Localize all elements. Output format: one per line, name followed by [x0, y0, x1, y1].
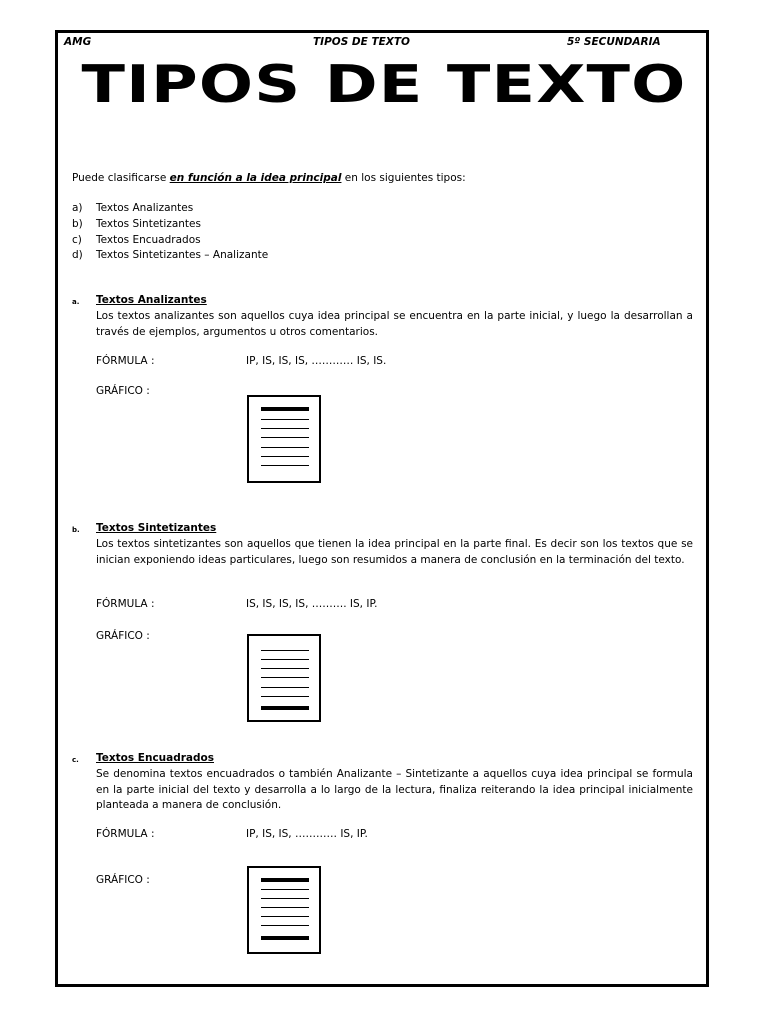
intro-emphasis: en función a la idea principal — [169, 172, 342, 184]
page-title: TIPOS DE TEXTO — [81, 54, 687, 115]
list-item: Textos Analizantes — [96, 202, 194, 214]
sintetizante-document-icon — [247, 634, 321, 722]
header-center: TIPOS DE TEXTO — [313, 36, 410, 48]
section-a-formula: IP, IS, IS, IS, ………… IS, IS. — [246, 355, 387, 367]
section-a-formula-label: FÓRMULA : — [96, 355, 155, 367]
section-a-marker: a. — [72, 298, 80, 306]
section-c-marker: c. — [72, 756, 79, 764]
list-item-marker: b) — [72, 218, 83, 230]
section-c-body: Se denomina textos encuadrados o también Analizante – Sintetizante a aquellos cuya idea principal se formula en la parte inicial del texto y desarrolla a lo largo de la lectura, finaliza reiterando la idea principal inicialmente planteada a manera de conclusión. — [96, 768, 693, 811]
intro-before: Puede clasificarse — [72, 172, 170, 184]
list-item: Textos Sintetizantes – Analizante — [96, 249, 269, 261]
section-a-graphic-label: GRÁFICO : — [96, 385, 150, 397]
section-c-formula: IP, IS, IS, ………… IS, IP. — [246, 828, 368, 840]
list-item: Textos Sintetizantes — [96, 218, 201, 230]
section-b-graphic-label: GRÁFICO : — [96, 630, 150, 642]
section-c-formula-label: FÓRMULA : — [96, 828, 155, 840]
header-right: 5º SECUNDARIA — [567, 36, 661, 48]
list-item-marker: a) — [72, 202, 83, 214]
intro-text — [72, 171, 466, 186]
header-left: AMG — [64, 36, 92, 48]
section-b-formula: IS, IS, IS, IS, ………. IS, IP. — [246, 598, 378, 610]
intro-after: en los siguientes tipos: — [341, 172, 466, 184]
section-c-heading: Textos Encuadrados — [96, 752, 214, 764]
list-item-marker: d) — [72, 249, 83, 261]
section-b-formula-label: FÓRMULA : — [96, 598, 155, 610]
section-a-heading: Textos Analizantes — [96, 294, 207, 306]
section-a-body: Los textos analizantes son aquellos cuya idea principal se encuentra en la parte inicial, y luego la desarrollan a través de ejemplos, argumentos u otros comentarios. — [96, 310, 693, 338]
list-item: Textos Encuadrados — [96, 234, 201, 246]
section-c-graphic-label: GRÁFICO : — [96, 874, 150, 886]
encuadrado-document-icon — [247, 866, 321, 954]
section-b-heading: Textos Sintetizantes — [96, 522, 217, 534]
list-item-marker: c) — [72, 234, 82, 246]
section-b-marker: b. — [72, 526, 80, 534]
analizante-document-icon — [247, 395, 321, 483]
section-b-body: Los textos sintetizantes son aquellos que tienen la idea principal en la parte final. Es decir son los textos que se inician exponiendo ideas particulares, luego son resumidos a manera de conclusión en la terminación del texto. — [96, 538, 693, 566]
